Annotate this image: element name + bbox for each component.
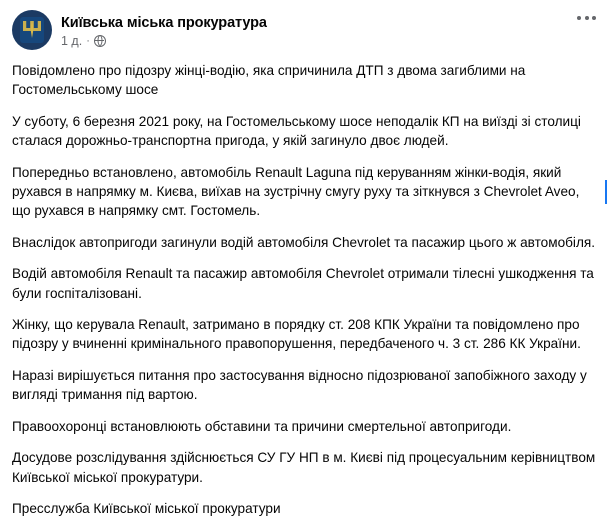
post-paragraph: Внаслідок автопригоди загинули водій автомобіля Chevrolet та пасажир цього ж автомобіля. bbox=[12, 234, 596, 250]
post-paragraph: Правоохоронці встановлюють обставини та причини смертельної автопригоди. bbox=[12, 418, 512, 434]
post-paragraph: Пресслужба Київської міської прокуратури bbox=[12, 500, 281, 516]
post-paragraph: Попередньо встановлено, автомобіль Renault Laguna під керуванням жінки-водія, який рухався в напрямку м. Києва, виїхав на зустрічну смугу руху та зіткнувся з Chevrolet Aveo, що рухався в напрямку смт. Гостомель. bbox=[12, 164, 580, 219]
post-meta bbox=[61, 34, 267, 48]
meta-separator: · bbox=[86, 34, 90, 47]
post-body bbox=[0, 55, 610, 518]
avatar[interactable] bbox=[12, 10, 52, 50]
post-paragraph: Водій автомобіля Renault та пасажир автомобіля Chevrolet отримали тілесні ушкодження та були госпіталізовані. bbox=[12, 266, 594, 301]
dot bbox=[592, 16, 596, 20]
text-cursor bbox=[605, 180, 607, 204]
post-timestamp[interactable]: 1 д. bbox=[61, 33, 83, 48]
dot bbox=[577, 16, 581, 20]
post-paragraph: Повідомлено про підозру жінці-водію, яка спричинила ДТП з двома загиблими на Гостомельському шосе bbox=[12, 63, 526, 98]
globe-icon bbox=[94, 35, 106, 47]
post-paragraph: Наразі вирішується питання про застосування відносно підозрюваної запобіжного заходу у вигляді тримання під вартою. bbox=[12, 367, 587, 403]
post-header-text bbox=[61, 10, 267, 51]
post-paragraph: У суботу, 6 березня 2021 року, на Гостомельському шосе неподалік КП на виїзді зі столиці сталася дорожньо-транспортна пригода, у якій загинуло двоє людей. bbox=[12, 113, 581, 149]
more-options-icon[interactable] bbox=[577, 16, 596, 20]
post-paragraph: Жінку, що керувала Renault, затримано в порядку ст. 208 КПК України та повідомлено про підозру у вчиненні кримінального правопорушення, передбаченого ч. 3 ст. 286 КК України. bbox=[12, 317, 581, 352]
post-paragraph: Досудове розслідування здійснюється СУ ГУ НП в м. Києві під процесуальним керівництвом Київської міської прокуратури. bbox=[12, 450, 596, 485]
coat-of-arms-icon bbox=[20, 17, 44, 43]
dot bbox=[585, 16, 589, 20]
page-name[interactable]: Київська міська прокуратура bbox=[61, 14, 267, 31]
post-header bbox=[0, 0, 610, 55]
